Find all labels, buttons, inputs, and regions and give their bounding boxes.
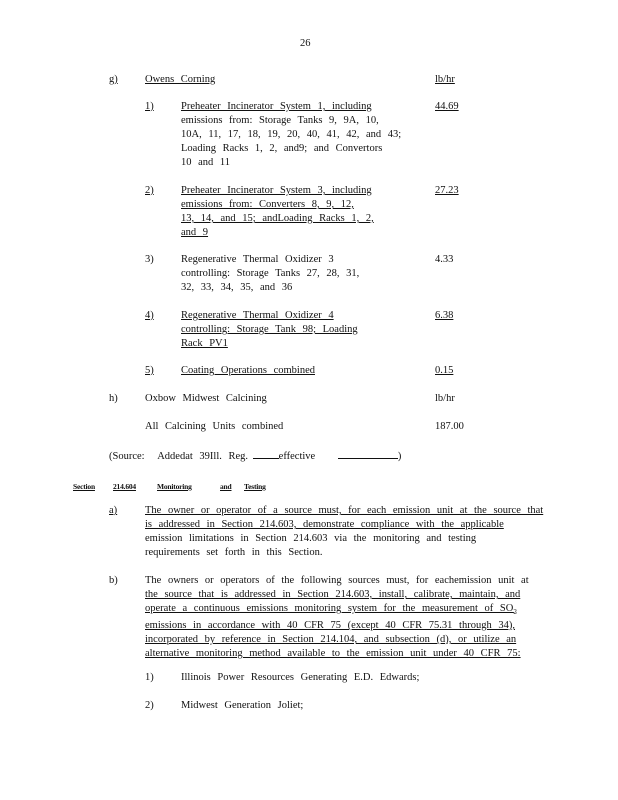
g-item-2-line: and 9 xyxy=(181,227,209,238)
g-item-4-line: Regenerative Thermal Oxidizer 4 xyxy=(181,310,334,321)
para-b-item-2-number: 2) xyxy=(145,700,154,711)
g-item-2-line: emissions from: Converters 8, 9, 12, xyxy=(181,199,354,210)
para-a-line: The owner or operator of a source must, for each emission unit at the source that xyxy=(145,505,544,516)
source-prefix: (Source: xyxy=(109,451,145,462)
para-b-line: incorporated by reference in Section 214.104, and subsection (d), or utilize an xyxy=(145,634,517,646)
item-g-name: Owens Corning xyxy=(145,74,216,85)
g-item-5-text: Coating Operations combined xyxy=(181,365,315,376)
g-item-1-line: emissions from: Storage Tanks 9, 9A, 10, xyxy=(181,115,379,126)
para-b-item-1-text: Illinois Power Resources Generating E.D. Edwards; xyxy=(181,672,420,683)
item-g-unit: lb/hr xyxy=(435,74,455,85)
g-item-2-text xyxy=(181,184,396,240)
g-item-3-line: controlling: Storage Tanks 27, 28, 31, xyxy=(181,268,360,279)
para-b-line-text: operate a continuous emissions monitoring system for the measurement of SO xyxy=(145,603,514,614)
g-item-4-number: 4) xyxy=(145,310,154,321)
g-item-4-line: Rack PV1 xyxy=(181,338,228,349)
para-a-text xyxy=(145,504,544,560)
g-item-1-line: Loading Racks 1, 2, and9; and Convertors xyxy=(181,143,383,154)
item-h-name: Oxbow Midwest Calcining xyxy=(145,393,267,404)
g-item-1-value: 44.69 xyxy=(435,101,459,112)
g-item-4-value: 6.38 xyxy=(435,310,454,321)
source-text: Addedat 39Ill. Reg. xyxy=(157,451,249,462)
para-b-item-2-text: Midwest Generation Joliet; xyxy=(181,700,304,711)
para-b-line: the source that is addressed in Section 214.603, install, calibrate, maintain, and xyxy=(145,589,521,600)
so2-subscript: 2 xyxy=(513,608,517,617)
g-item-1-line: 10A, 11, 17, 18, 19, 20, 40, 41, 42, and 43; xyxy=(181,129,402,140)
item-h-unit: lb/hr xyxy=(435,393,455,404)
source-effective: effective xyxy=(278,451,316,462)
g-item-3-line: Regenerative Thermal Oxidizer 3 xyxy=(181,254,334,265)
section-number: 214.604 xyxy=(113,482,136,491)
para-a-line: emission limitations in Section 214.603 via the monitoring and testing xyxy=(145,533,477,544)
source-blank-2 xyxy=(338,448,398,459)
source-blank-1 xyxy=(253,448,279,459)
section-title-and: and xyxy=(220,482,232,491)
g-item-1-text xyxy=(181,100,402,170)
g-item-3-number: 3) xyxy=(145,254,154,265)
section-title-monitoring: Monitoring xyxy=(157,482,192,491)
para-a-marker: a) xyxy=(109,505,118,516)
g-item-1-line: Preheater Incinerator System 1, including xyxy=(181,101,372,112)
para-b-line: The owners or operators of the following sources must, for eachemission unit at xyxy=(145,575,529,586)
para-b-text xyxy=(145,574,537,661)
g-item-4-line: controlling: Storage Tank 98; Loading xyxy=(181,324,358,335)
g-item-4-text xyxy=(181,309,396,351)
g-item-3-line: 32, 33, 34, 35, and 36 xyxy=(181,282,293,293)
item-h-marker: h) xyxy=(109,393,118,404)
para-b-item-1-number: 1) xyxy=(145,672,154,683)
para-b-marker: b) xyxy=(109,575,118,586)
g-item-1-line: 10 and 11 xyxy=(181,157,231,168)
g-item-5-number: 5) xyxy=(145,365,154,376)
source-close: ) xyxy=(397,451,402,462)
page-number: 26 xyxy=(300,38,311,49)
para-b-line xyxy=(145,602,537,619)
g-item-2-line: 13, 14, and 15; andLoading Racks 1, 2, xyxy=(181,213,374,224)
para-b-line: alternative monitoring method available to the emission unit under 40 CFR 75: xyxy=(145,648,521,660)
para-b-line: emissions in accordance with 40 CFR 75 (except 40 CFR 75.31 through 34), xyxy=(145,620,515,632)
source-note xyxy=(109,448,401,464)
g-item-3-text xyxy=(181,253,396,295)
g-item-3-value: 4.33 xyxy=(435,254,454,265)
item-h-all-units-value: 187.00 xyxy=(435,421,464,432)
g-item-5-value: 0.15 xyxy=(435,365,454,376)
g-item-2-value: 27.23 xyxy=(435,185,459,196)
g-item-2-line: Preheater Incinerator System 3, including xyxy=(181,185,372,196)
section-label: Section xyxy=(73,482,95,491)
g-item-1-number: 1) xyxy=(145,101,154,112)
section-title-testing: Testing xyxy=(244,482,266,491)
item-g-marker: g) xyxy=(109,74,118,85)
para-a-line: is addressed in Section 214.603, demonstrate compliance with the applicable xyxy=(145,519,504,530)
para-a-line: requirements set forth in this Section. xyxy=(145,547,323,558)
item-h-all-units-label: All Calcining Units combined xyxy=(145,421,284,432)
g-item-2-number: 2) xyxy=(145,185,154,196)
